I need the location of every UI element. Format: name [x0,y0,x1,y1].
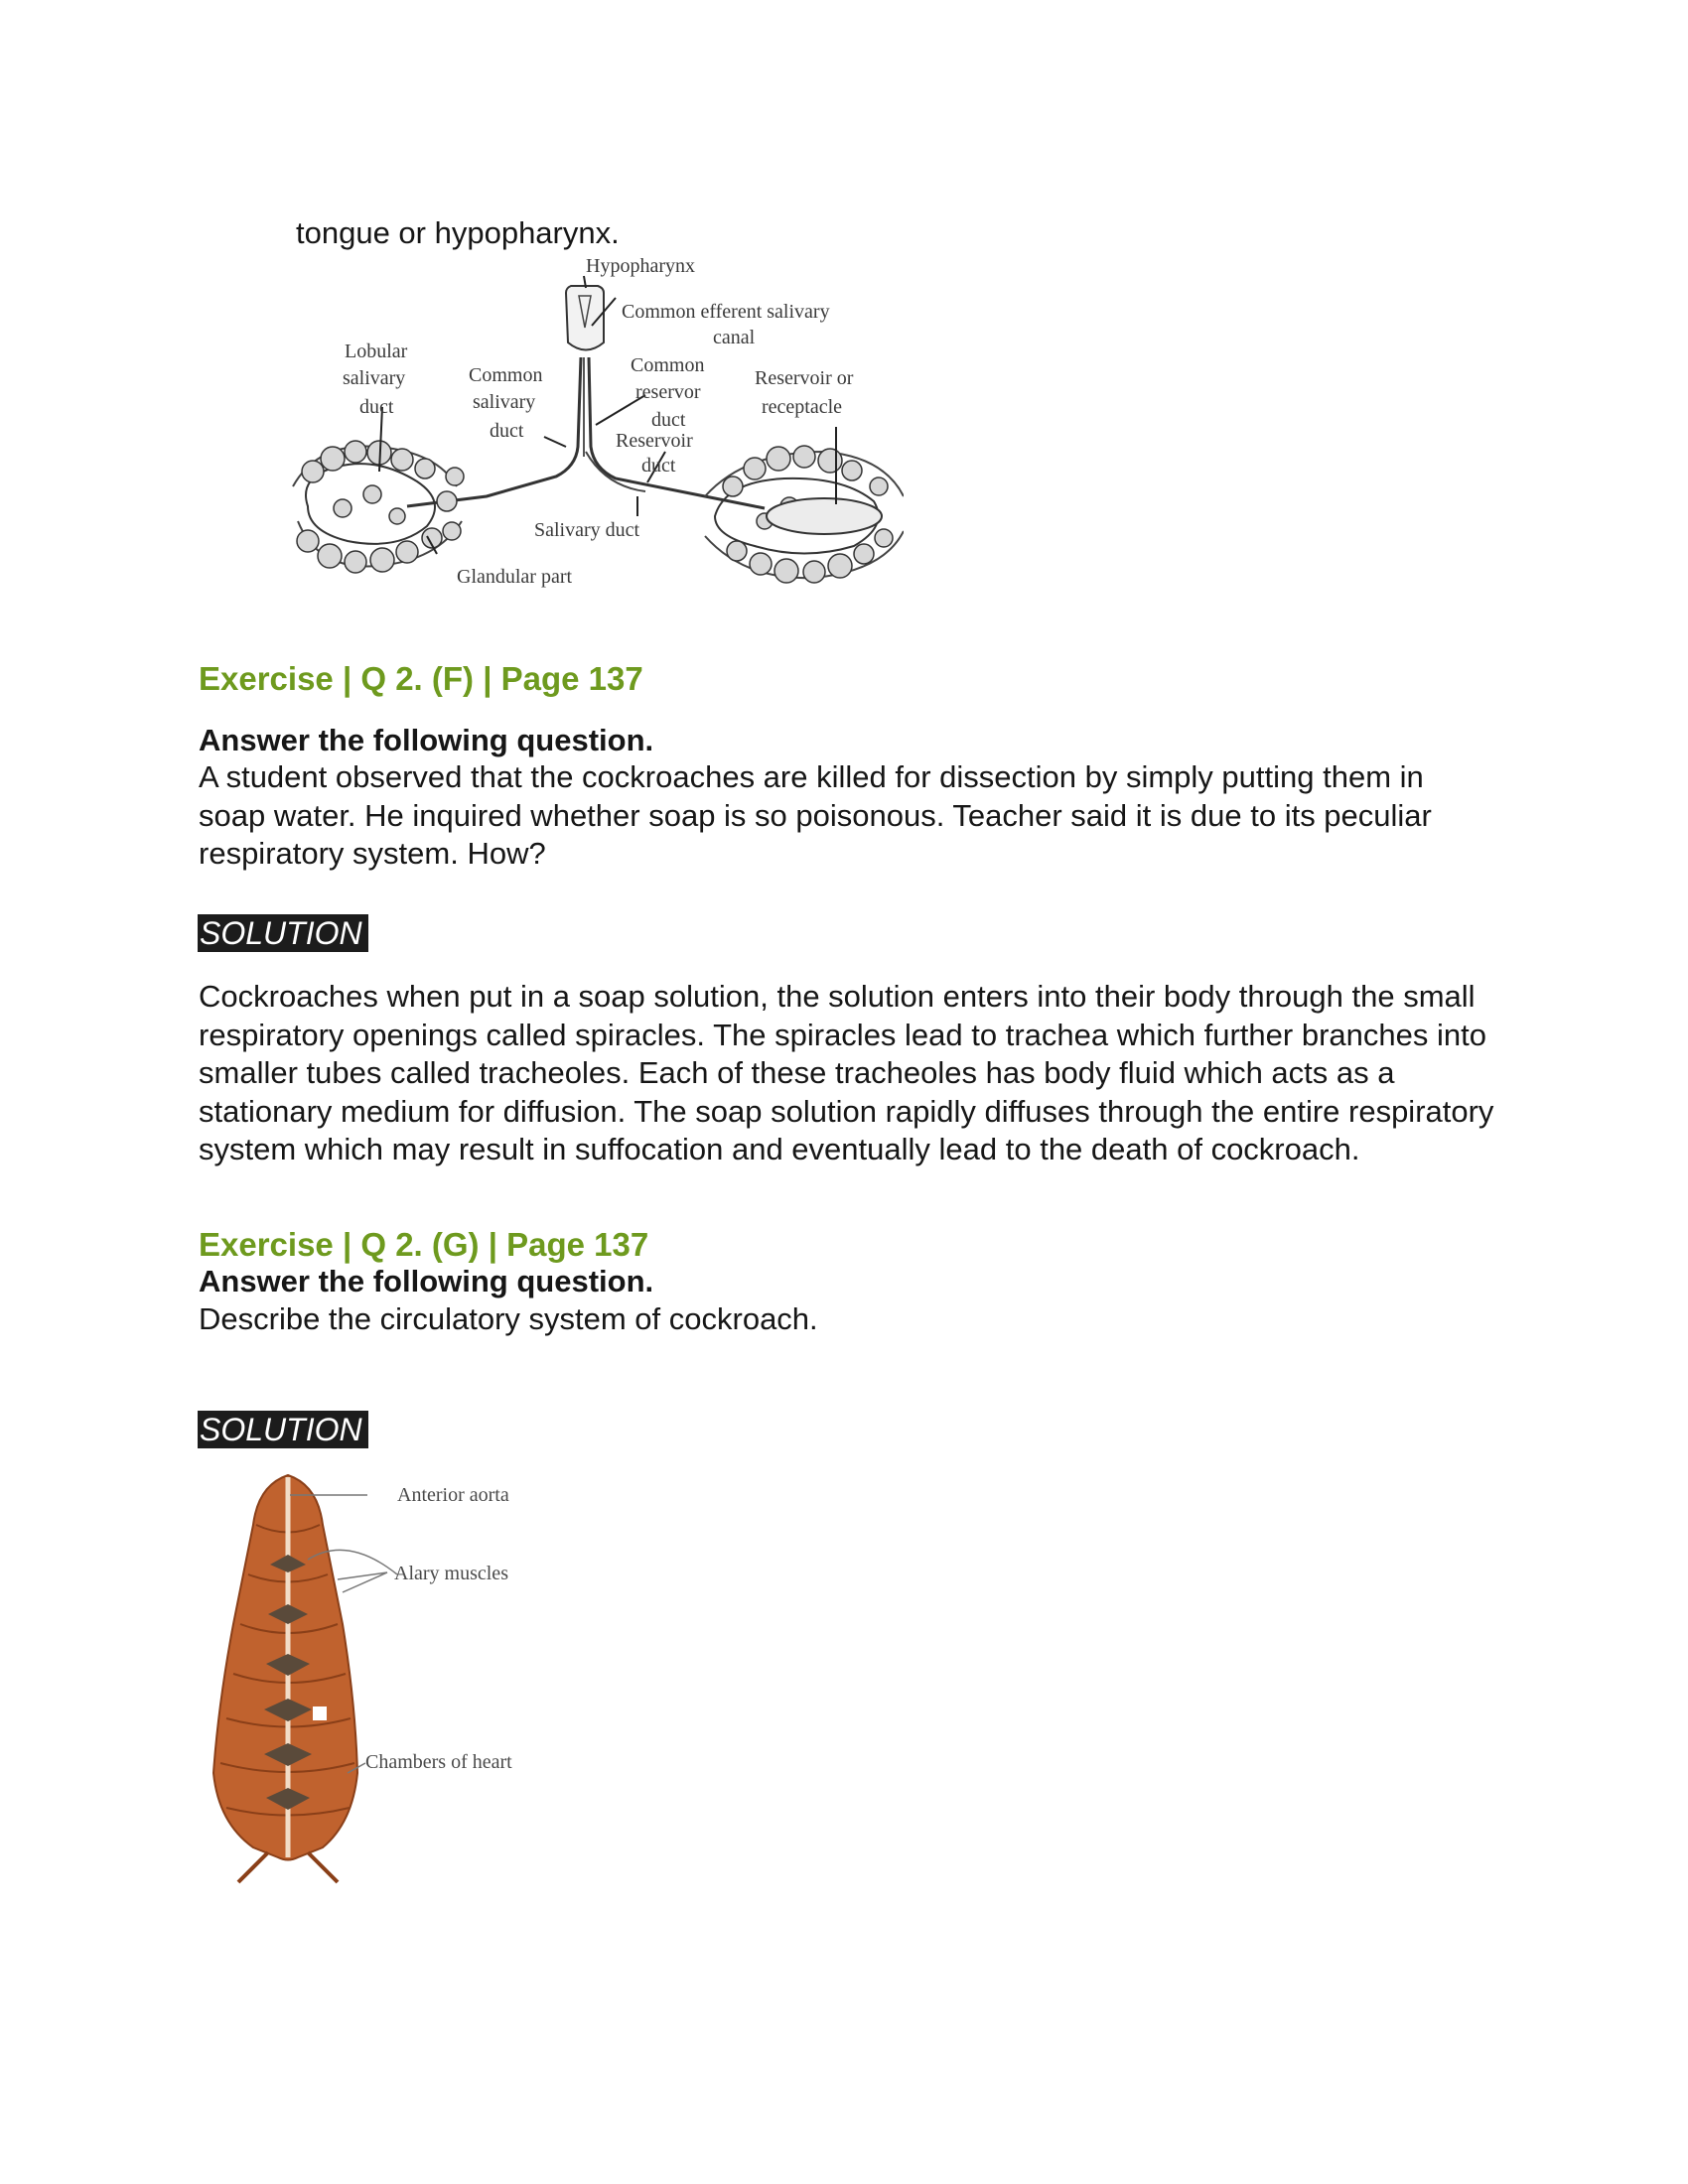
label-salivary-duct: Salivary duct [534,519,640,541]
label-common-salivary-2: salivary [473,391,536,413]
q2g-prompt: Answer the following question. [199,1264,654,1298]
label-lobular-3: duct [359,396,394,418]
label-common-reservor-3: duct [651,409,686,431]
label-lobular-1: Lobular [345,341,408,362]
q2f-prompt: Answer the following question. [199,723,654,757]
salivary-apparatus-figure [288,248,904,606]
cockroach-heart-figure [199,1465,556,1902]
label-anterior-aorta: Anterior aorta [397,1484,509,1506]
q2f-answer: Cockroaches when put in a soap solution, the solution enters into their body through the small respiratory openings called spiracles. The spiracles lead to trachea which further branches into smaller tubes called tracheoles. Each of these tracheoles has body fluid which acts as a stationary medium for diffusion. The soap solution rapidly diffuses through the entire respiratory system which may result in suffocation and eventually lead to the death of cockroach. [199,979,1494,1166]
label-reservoir-receptacle-2: receptacle [762,396,843,418]
q2f-solution-label: SOLUTION [198,914,368,952]
left-gland-cluster [293,441,464,573]
label-reservoir-duct-1: Reservoir [616,430,693,452]
label-common-efferent-2: canal [713,327,756,348]
label-alary-muscles: Alary muscles [394,1563,508,1584]
q2g-solution-label: SOLUTION [198,1411,368,1448]
q2g-question: Describe the circulatory system of cockroach. [199,1301,818,1336]
label-hypopharynx: Hypopharynx [586,255,695,277]
label-common-reservor-1: Common [631,354,705,376]
label-common-salivary-3: duct [490,420,524,442]
label-reservoir-receptacle-1: Reservoir or [755,367,854,389]
intro-text: tongue or hypopharynx. [296,215,620,250]
label-lobular-2: salivary [343,367,406,389]
q2g-heading: Exercise | Q 2. (G) | Page 137 [199,1226,649,1263]
right-gland-cluster [705,446,904,583]
label-reservoir-duct-2: duct [641,455,676,477]
q2f-question: A student observed that the cockroaches are killed for dissection by simply putting them in soap water. He inquired whether soap is so poisonous. Teacher said it is due to its peculiar respiratory system. How? [199,759,1432,871]
q2f-heading: Exercise | Q 2. (F) | Page 137 [199,660,643,697]
label-common-reservor-2: reservor [635,381,701,403]
label-chambers-of-heart: Chambers of heart [365,1751,512,1773]
label-common-efferent-1: Common efferent salivary [622,301,830,323]
label-common-salivary-1: Common [469,364,543,386]
label-glandular-part: Glandular part [457,566,573,588]
